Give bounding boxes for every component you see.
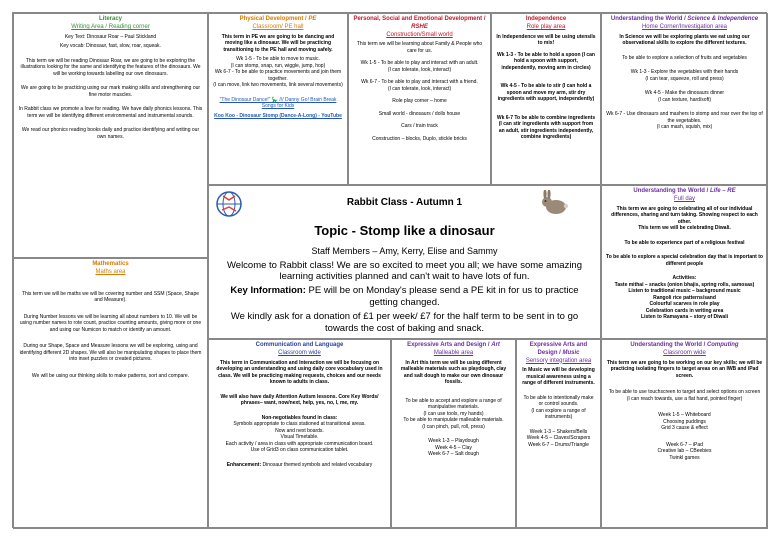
pe-link-dinosaur-stomp[interactable]: Koo Koo - Dinosaur Stomp (Dance-A-Long) - YouTube <box>214 112 342 119</box>
science-p5: Wk 6-7 - Use dinosaurs and mashers to stomp and roar over the top of the vegetables. <box>606 111 763 124</box>
pshe-title: Personal, Social and Emotional Development / RSHE <box>353 16 486 30</box>
communication-p4: Symbols appropriate to class stationed at transitional areas. <box>233 421 366 428</box>
art-p6: Week 6-7 – Salt dough <box>428 451 479 458</box>
music-p2: To be able to intentionally make or control sounds. <box>523 394 594 408</box>
independence-p4: Wk 6-7 To be able to combine ingredients (I can stir ingredients with support from an adult, stir ingredients independently, combine ingredients) <box>496 114 596 141</box>
curriculum-grid <box>12 12 767 528</box>
maths-p2: During Number lessons we will be learning all about numbers to 10. We will be using number names to rote count, practice counting amounts, giving more or one and using our Numicon to match or identify an amount. <box>19 313 202 333</box>
computing-p4: Week 1-5 – Whiteboard <box>658 412 711 419</box>
pe-p5: (I can move, link two movements, link several movements) <box>213 82 343 89</box>
re-area: Full day <box>673 195 695 202</box>
welcome-text: Welcome to Rabbit class! We are so excited to meet you all; we have some amazing learning activities planned and can't wait to have lots of fun. <box>226 259 582 283</box>
pshe-p2: Wk 1-5 - To be able to play and interact with an adult. <box>360 60 479 67</box>
computing-p3: (I can reach towards, use a flat hand, pointed finger) <box>626 395 743 402</box>
literacy-p1: This term we will be reading Dinosaur Roar, we are going to be exploring the illustrations looking for the same and identifying the features of the dinosaurs. We will be working towards labelling our own dinosaurs. <box>20 57 201 77</box>
re-activity: Colourful scarves in role play <box>649 301 720 308</box>
class-title: Rabbit Class - Autumn 1 <box>346 197 463 208</box>
art-p4: Week 1-3 – Playdough <box>428 438 479 445</box>
music-p1: In Music we will be developing musical awareness using a range of different instruments. <box>522 367 595 387</box>
literacy-area: Writing Area / Reading corner <box>71 23 150 30</box>
class-overview-panel <box>208 185 601 339</box>
art-p3: To be able to manipulate malleable materials. <box>403 417 504 424</box>
communication-p7: Each activity / area in class with appropriate communication board. <box>225 440 374 447</box>
pe-p3: (I can stomp, snap, run, wiggle, jump, hop) <box>230 62 326 69</box>
science-p2: To be able to explore a selection of fruits and vegetables <box>622 54 747 61</box>
computing-p1: This term we are going to be working on our key skills; we will be practicing isolating fingers to target areas on an IWB and iPad screen. <box>606 359 763 379</box>
re-panel <box>601 185 768 339</box>
maths-p3: During our Shape, Space and Measure lessons we will be exploring, using and identifying different 2D shapes. We will also be manipulating shapes to place them into inset puzzles or created pictures. <box>19 343 202 363</box>
music-area: Sensory integration area <box>525 357 592 364</box>
maths-p4: We will be using our thinking skills to make patterns, sort and compare. <box>31 372 190 379</box>
maths-title: Mathematics <box>92 261 129 267</box>
re-title: Understanding the World / Life – RE <box>633 188 736 194</box>
science-panel <box>601 13 768 185</box>
pshe-p3: (I can tolerate, look, interact) <box>387 66 452 73</box>
independence-p1: In Independence we will be using utensils to mix! <box>496 33 596 47</box>
literacy-vocab: Key vocab: Dinosaur, fast, slow, roar, squeak. <box>60 43 161 50</box>
pe-area: Classroom/ PE hall <box>252 23 304 30</box>
maths-p1: This term we will be maths we will be covering number and SSM (Space, Shape and Measure). <box>21 290 200 304</box>
pshe-p1: This term we will be learning about Family & People who care for us. <box>356 41 483 54</box>
music-p4: Week 4-5 – Claves/Scrapers <box>526 435 591 442</box>
computing-p6: Grid 3 cause & effect <box>661 425 708 432</box>
maths-area: Maths area <box>95 268 126 275</box>
science-area: Home Corner/Investigation area <box>641 23 728 30</box>
topic-title: Topic - Stomp like a dinosaur <box>314 223 495 238</box>
art-p2: To be able to accept and explore a range of manipulative materials. <box>405 397 502 411</box>
music-panel <box>516 339 601 529</box>
literacy-p3: In Rabbit class we promote a love for reading. We have daily phonics lessons. This term we will be identifying different environmental and instrumental sounds. <box>18 106 203 119</box>
computing-p7: Week 6-7 – iPad <box>666 441 703 448</box>
science-p4b: (I can texture, hard/soft) <box>657 96 712 103</box>
communication-panel <box>208 339 391 529</box>
communication-enhancement: Enhancement: Dinosaur themed symbols and related vocabulary <box>226 461 373 468</box>
science-p3: Wk 1-3 - Explore the vegetables with their hands <box>630 69 739 76</box>
literacy-keytext: Key Text: Dinosaur Roar – Paul Stickland <box>64 33 157 40</box>
music-title: Expressive Arts and Design / Music <box>529 342 588 356</box>
pshe-p8: Cars / train track <box>401 123 438 130</box>
computing-p2: To be able to use touchscreen to target and select options on screen <box>608 389 761 396</box>
re-p3: To be able to experience part of a religious festival <box>624 239 745 246</box>
re-activity: Listen to Ramayana – story of Diwali <box>641 314 728 321</box>
computing-panel <box>601 339 768 529</box>
independence-area: Role play area <box>526 23 566 30</box>
pshe-area: Construction/Small world <box>386 31 453 38</box>
key-information: Key Information: PE will be on Monday's please send a PE kit in for us to practice getting changed. <box>230 285 579 309</box>
pshe-p5: (I can tolerate, look, interact) <box>387 85 452 92</box>
re-activity: Rangoli rice patterns/sand <box>653 294 716 301</box>
pe-p1: This term in PE we are going to be dancing and moving like a dinosaur. We will be practicing transitioning to the PE hall and moving safely. <box>221 33 335 53</box>
science-title: Understanding the World / Science & Independence <box>610 16 759 22</box>
art-panel <box>391 339 516 529</box>
independence-p2: Wk 1-3 - To be able to hold a spoon (I can hold a spoon with support, independently, moving arm in circles) <box>497 51 595 71</box>
independence-title: Independence <box>525 16 567 22</box>
re-p2: This term we will be celebrating Diwali. <box>638 225 731 232</box>
communication-p1: This term in Communication and Interaction we will be focusing on developing an understanding and using daily core vocabulary used in class. We will be practicing making requests, choices and our needs known to adults in class. <box>216 359 383 386</box>
pshe-p4: Wk 6-7 - To be able to play and interact with a friend. <box>361 79 478 86</box>
communication-p3: Non-negotiables found in class: <box>261 414 338 421</box>
art-p2b: (I can use tools, my hands) <box>423 410 484 417</box>
computing-p9: Twinkl games <box>669 454 700 461</box>
re-activity: Listen to traditional music – background music <box>628 288 741 295</box>
re-activity: Celebration cards in writing area <box>645 307 724 314</box>
computing-p5: Choosing puddings <box>663 418 706 425</box>
art-p3b: (I can pinch, pull, roll, press) <box>422 423 485 430</box>
science-p5b: (I can mash, squish, mix) <box>656 124 713 131</box>
computing-title: Understanding the World / Computing <box>630 342 739 348</box>
independence-panel <box>491 13 601 185</box>
literacy-title: Literacy <box>98 16 122 22</box>
pe-p2: Wk 1-5 - To be able to move to music. <box>236 56 320 63</box>
communication-p2: We will also have daily Attention Autism lessons. Core Key Words/ phrases– want, now/next, help, yes, no, I, me, my. <box>220 393 379 407</box>
pshe-p6: Role play corner – home <box>392 98 447 105</box>
communication-p5: Now and next boards. <box>275 427 324 434</box>
pe-link-dinosaur-dance[interactable]: "The Dinosaur Dance!" 🦕 /// Danny Go! Brain Break Songs for Kids <box>219 96 337 110</box>
re-p1: This term we are going to celebrating all of our individual differences, sharing and turn taking. Showing respect to each other. <box>611 205 758 225</box>
communication-p8: Use of Grid3 on class communication tablet. <box>250 447 349 454</box>
music-p2b: (I can explore a range of instruments) <box>531 407 586 421</box>
pshe-p7: Small world - dinosaurs / dolls house <box>378 110 461 117</box>
communication-area: Classroom wide <box>278 349 321 356</box>
science-p3b: (I can tear, squeeze, roll and press) <box>645 75 724 82</box>
re-p4: To be able to explore a special celebration day that is important to different people <box>606 254 763 267</box>
communication-p6: Visual Timetable. <box>280 434 319 441</box>
donation-text: We kindly ask for a donation of £1 per week/ £7 for the half term to be sent in to go towards the cost of baking and snack. <box>230 311 579 334</box>
pshe-panel <box>348 13 491 185</box>
pe-panel <box>208 13 348 185</box>
independence-p3: Wk 4-5 - To be able to stir (I can hold a spoon and move my arm, stir dry ingredients with support, independently) <box>497 83 595 103</box>
science-p1: In Science we will be exploring plants we eat using our observational skills to explore the different textures. <box>619 33 750 47</box>
art-p1: In Art this term we will be using different malleable materials such as playdough, clay and salt dough to make our own dinosaur fossils. <box>400 359 507 386</box>
pshe-p9: Construction – blocks, Duplo, stickle bricks <box>372 135 467 142</box>
art-area: Malleable area <box>433 349 474 356</box>
re-activities-label: Activities: <box>672 275 697 282</box>
music-p5: Week 6-7 – Drums/Triangle <box>528 441 589 448</box>
communication-title: Communication and Language <box>255 342 344 348</box>
rabbit-icon <box>540 190 570 216</box>
maths-panel <box>13 258 208 529</box>
science-p4: Wk 4-5 - Make the dinosaurs dinner <box>644 90 725 97</box>
art-title: Expressive Arts and Design / Art <box>407 342 500 348</box>
computing-area: Classroom wide <box>663 349 706 356</box>
literacy-p4: We read our phonics reading books daily and practice identifying and writing our own names. <box>21 127 200 140</box>
pe-p4: Wk 6-7 - To be able to practice movements and join them together. <box>214 69 342 82</box>
staff-members: Staff Members – Amy, Kerry, Elise and Sammy <box>311 245 498 256</box>
globe-logo-icon <box>215 190 243 218</box>
re-activity: Taste mithai – snacks (onion bhajis, spring rolls, samosas) <box>614 281 755 288</box>
literacy-panel <box>13 13 208 258</box>
computing-p8: Creative lab – CBeebies <box>657 448 712 455</box>
pe-title: Physical Development / PE <box>239 16 317 22</box>
art-p5: Week 4-5 – Clay <box>435 444 472 451</box>
music-p3: Week 1-3 – Shakers/Bells <box>529 428 588 435</box>
literacy-p2: We are going to be practicing using our mark making skills and strengthening our fine motor muscles. <box>20 85 201 98</box>
